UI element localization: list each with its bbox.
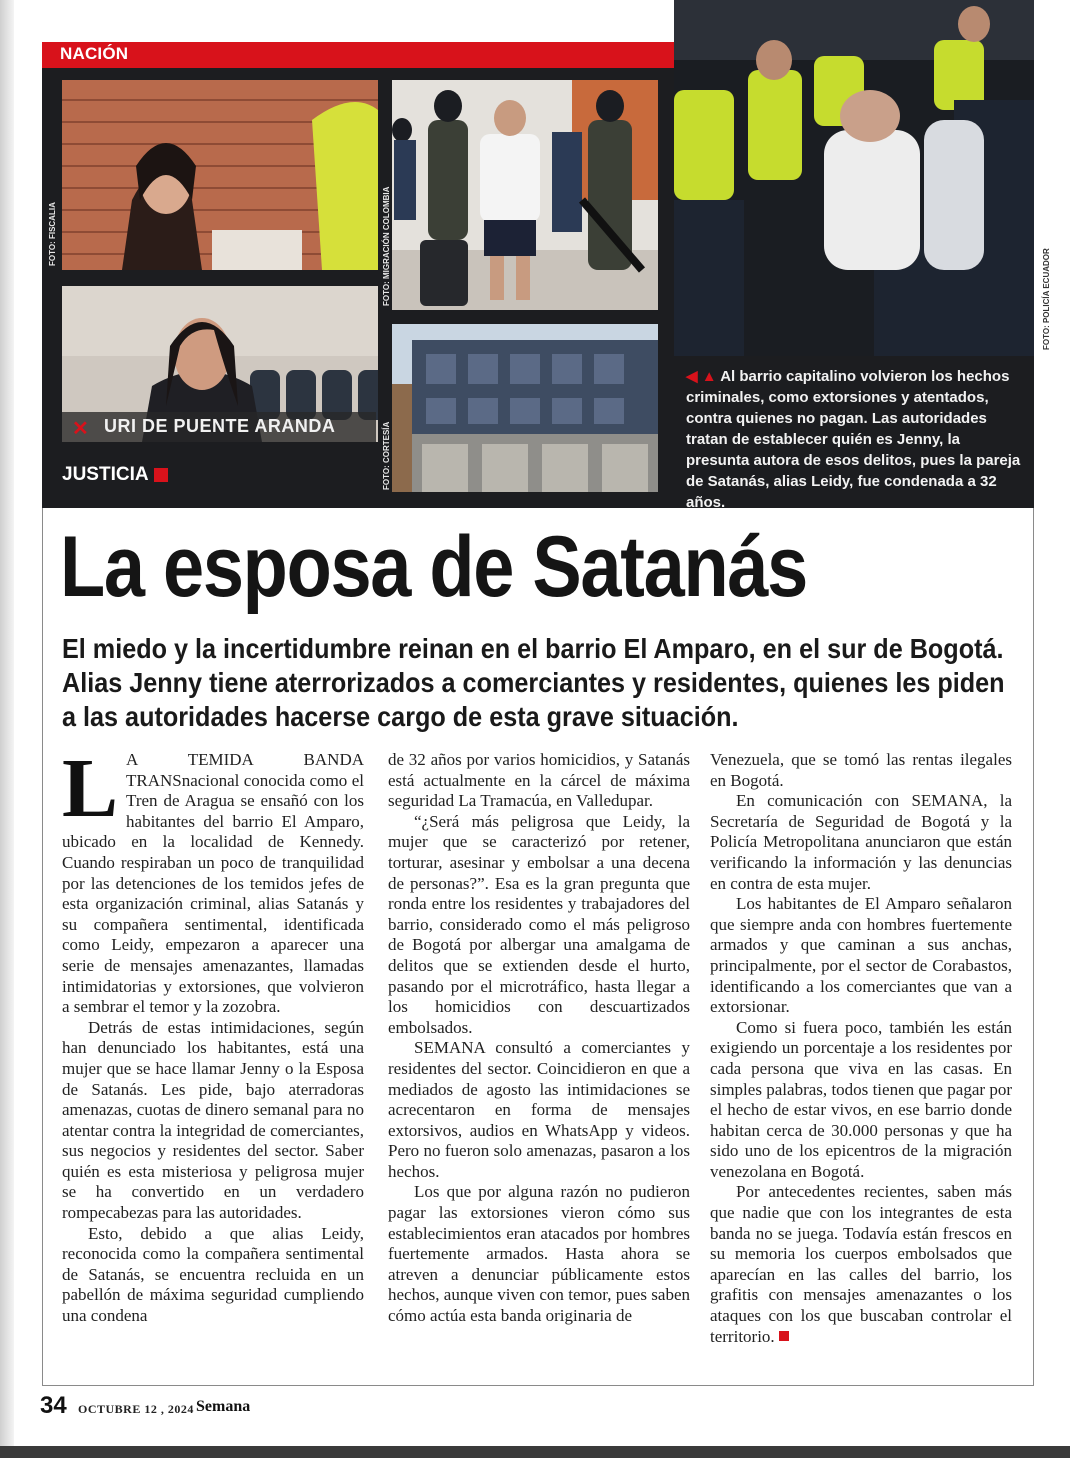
paragraph: Los que por alguna razón no pudieron pagar las extorsiones vieron cómo sus establecimientos eran atacados por hombres fuertemente armados. Hasta ahora se atreven a denunciar públicamente estos hechos, aunque viven con temor, pues saben cómo actúa esta banda originaria de bbox=[388, 1182, 690, 1326]
category-label: JUSTICIA bbox=[62, 464, 149, 485]
category-square-icon bbox=[154, 468, 168, 482]
photo-caption bbox=[686, 366, 1022, 513]
photo-credit-migracion: FOTO: MIGRACIÓN COLOMBIA bbox=[382, 186, 391, 306]
photo-woman-detained bbox=[62, 80, 378, 270]
photo-arrest-gaula bbox=[392, 80, 658, 310]
photo-building bbox=[392, 324, 658, 492]
paragraph: L A TEMIDA BANDA TRANSnacional conocida como el Tren de Aragua se ensañó con los habitantes del barrio El Amparo, ubicado en la localidad de Kennedy. Cuando respiraban un poco de tranquilidad por las detenciones de los temidos jefes de esta organización criminal, alias Satanás y su compañera sentimental, identificada como Leidy, empezaron a aparecer una serie de mensajes amenazantes, llamadas intimidatorias y extorsiones, que volvieron a sembrar el temor y la zozobra. bbox=[62, 742, 364, 1017]
photo-credit-ecuador: FOTO: POLICÍA ECUADOR bbox=[1042, 248, 1051, 350]
paragraph: Los habitantes de El Amparo señalaron que siempre anda con hombres fuertemente armados y que caminan a sus anchas, principalmente, por el sector de Corabastos, identificando a los comerciantes que van a extorsionar. bbox=[710, 894, 1012, 1017]
photo-ecuador-arrest bbox=[674, 0, 1034, 356]
page-number: 34 bbox=[40, 1392, 67, 1419]
overlay-label: URI DE PUENTE ARANDA bbox=[104, 416, 336, 436]
article-title: La esposa de Satanás bbox=[60, 519, 808, 615]
article-deck: El miedo y la incertidumbre reinan en el barrio El Amparo, en el sur de Bogotá. Alias Jenny tiene aterrorizados a comerciantes y residentes, quienes les piden a las autoridades hacerse cargo de esta grave situación. bbox=[62, 633, 1005, 732]
paragraph: “¿Será más peligrosa que Leidy, la mujer que se caracterizó por retener, torturar, asesinar y embolsar a una decena de personas?”. Esa es la gran pregunta que ronda entre los residentes y trabajadores del barrio, considerado como el más peligroso de Bogotá por albergar una amalgama de delitos que se extienden desde el hurto, pasando por el microtráfico, hasta llegar a los homicidios con descuartizados embolsados. bbox=[388, 811, 690, 1037]
paragraph: SEMANA consultó a comerciantes y residentes del sector. Coincidieron en que a mediados de agosto las intimidaciones se acrecentaron en forma de mensajes extorsivos, audios en WhatsApp y videos. Pero no fueron solo amenazas, pasaron a los hechos. bbox=[388, 1038, 690, 1181]
article-column-3 bbox=[710, 750, 1012, 1347]
section-label: NACIÓN bbox=[60, 44, 129, 63]
photo-credit-fiscalia: FOTO: FISCALIA bbox=[48, 202, 57, 266]
caption-arrow-icons: ◀ ▲ bbox=[686, 368, 717, 385]
paragraph: Como si fuera poco, también les están exigiendo un porcentaje a los residentes por cada persona que viva en las casas. En simples palabras, todos tienen que pagar por el hecho de estar vivos, en ese barrio donde habitan cerca de 30.000 personas y que ha sido uno de los epicentros de la migración venezolana en Bogotá. bbox=[710, 1017, 1012, 1181]
paragraph: de 32 años por varios homicidios, y Satanás está actualmente en la cárcel de máxima seguridad La Tramacúa, en Valledupar. bbox=[388, 750, 690, 811]
overlay-mark-icon: ✕ bbox=[72, 418, 89, 440]
caption-text: Al barrio capitalino volvieron los hechos criminales, como extorsiones y atentados, contra quienes no pagan. Las autoridades tratan de establecer quién es Jenny, la presunta autora de esos delitos, pues la pareja de Satanás, alias Leidy, fue condenada a 32 años. bbox=[686, 368, 1021, 511]
paragraph: Esto, debido a que alias Leidy, reconocida como la compañera sentimental de Satanás, se encuentra recluida en un pabellón de máxima seguridad cumpliendo una condena bbox=[62, 1223, 364, 1326]
paragraph: Por antecedentes recientes, saben más que nadie que con los integrantes de esta banda no se juega. Todavía están frescos en su memoria los cuerpos embolsados que aparecían en las calles del barrio, los grafitis con mensajes amenazantes o los ataques con los que buscaban controlar el territorio. bbox=[710, 1182, 1012, 1346]
end-mark-icon bbox=[779, 1331, 789, 1341]
photo-credit-cortesia: FOTO: CORTESÍA bbox=[382, 421, 391, 490]
drop-cap: L bbox=[62, 742, 119, 835]
page-bottom-edge bbox=[0, 1446, 1070, 1458]
paragraph: En comunicación con SEMANA, la Secretaría de Seguridad de Bogotá y la Policía Metropolitana anunciaron que están verificando la información y las denuncias en contra de esta mujer. bbox=[710, 791, 1012, 893]
article-column-2 bbox=[388, 750, 690, 1327]
article-column-1 bbox=[62, 742, 364, 1327]
paragraph: Venezuela, que se tomó las rentas ilegales en Bogotá. bbox=[710, 750, 1012, 790]
issue-date: OCTUBRE 12 , 2024 bbox=[78, 1402, 194, 1416]
paragraph: Detrás de estas intimidaciones, según han denunciado los habitantes, está una mujer que se hace llamar Jenny o la Esposa de Satanás. Les pide, bajo aterradoras amenazas, cuotas de dinero semanal para no atentar contra la integridad de comerciantes, sus negocios y residentes del sector. Saber quién es esta misteriosa y peligrosa mujer se ha convertido en un verdadero rompecabezas para las autoridades. bbox=[62, 1017, 364, 1223]
page-edge-shadow bbox=[0, 0, 14, 1458]
magazine-name: Semana bbox=[196, 1398, 251, 1415]
